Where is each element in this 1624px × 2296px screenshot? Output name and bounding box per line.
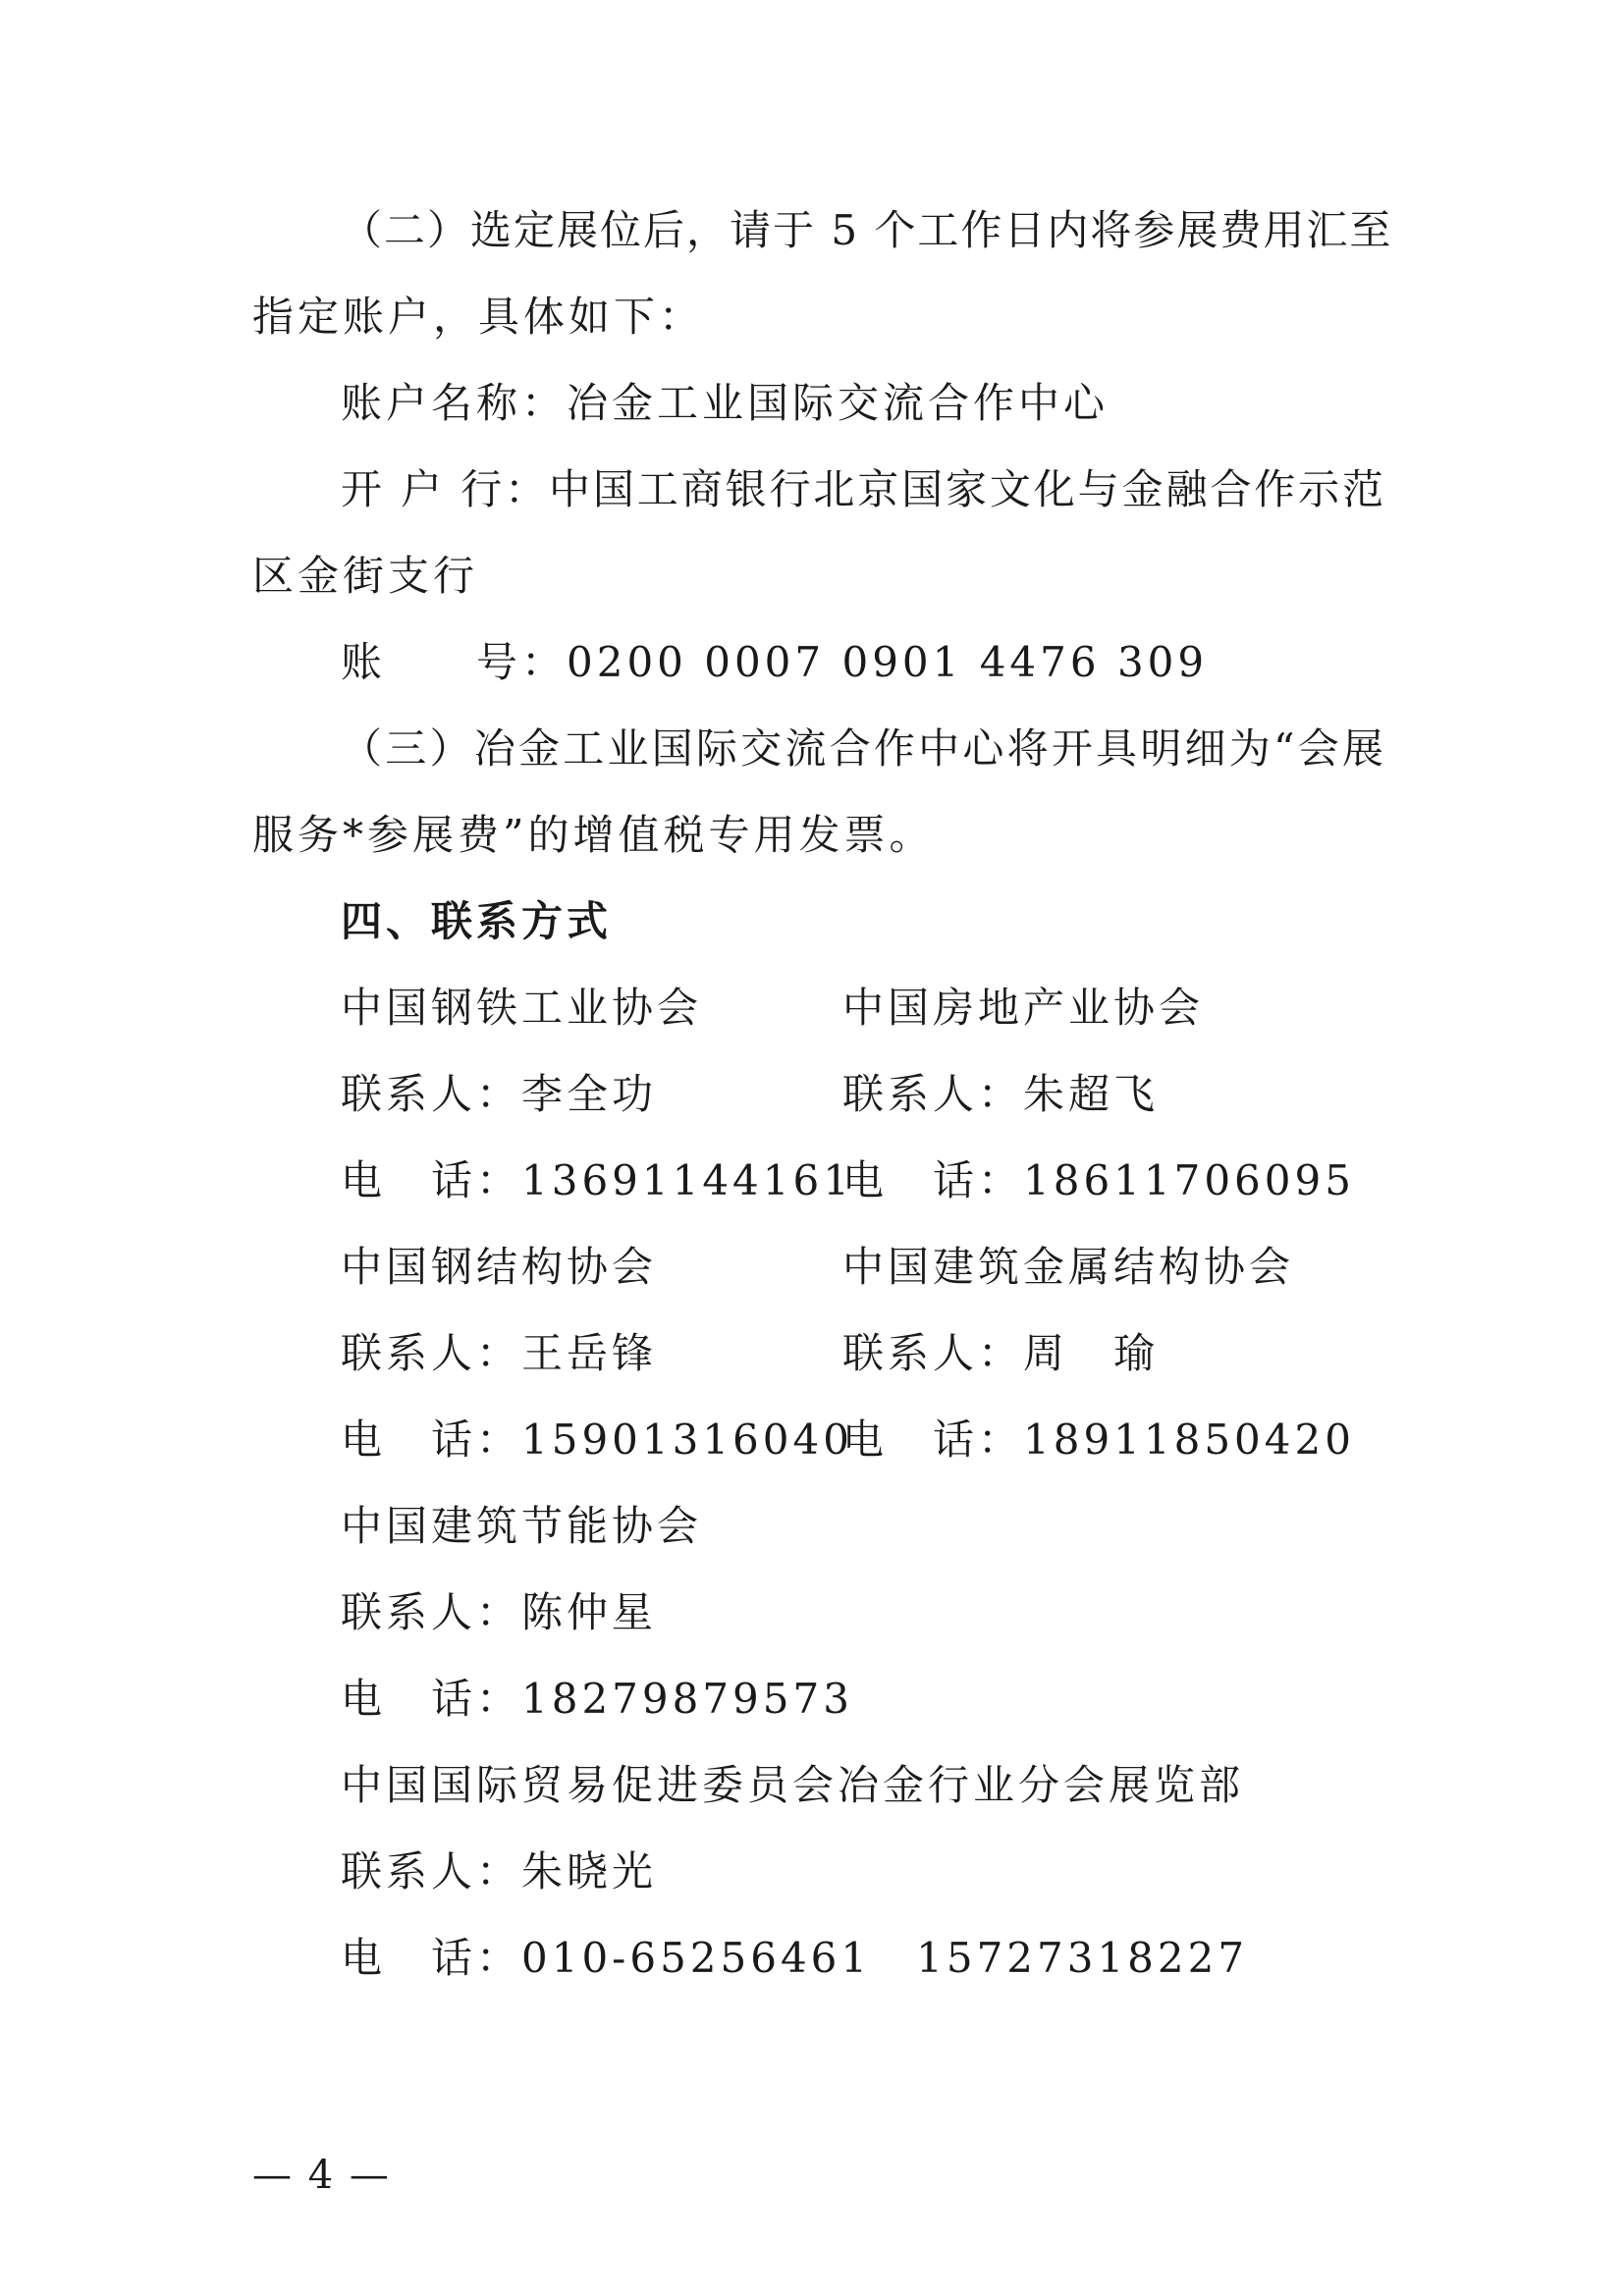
contact-org: 中国国际贸易促进委员会冶金行业分会展览部 bbox=[341, 1761, 1245, 1809]
contact-person: 联系人：陈仲星 bbox=[341, 1588, 658, 1636]
contact-person: 联系人：朱晓光 bbox=[341, 1847, 658, 1896]
bank-line1: 开 户 行：中国工商银行北京国家文化与金融合作示范 bbox=[341, 465, 1385, 513]
contact-org: 中国建筑节能协会 bbox=[341, 1502, 703, 1550]
contact-phone: 电 话：13691144161 bbox=[341, 1156, 853, 1204]
item2-line2: 指定账户，具体如下： bbox=[252, 293, 705, 341]
contact-org: 中国钢结构协会 bbox=[341, 1243, 658, 1291]
account-number: 账 号：0200 0007 0901 4476 309 bbox=[341, 638, 1209, 686]
account-name: 账户名称：冶金工业国际交流合作中心 bbox=[341, 379, 1110, 427]
contact-org: 中国钢铁工业协会 bbox=[341, 984, 703, 1032]
contact-person: 联系人：王岳锋 bbox=[341, 1329, 658, 1377]
bank-line2: 区金街支行 bbox=[252, 552, 479, 600]
item3-line1: （三）冶金工业国际交流合作中心将开具明细为“会展 bbox=[341, 724, 1385, 773]
contact-person: 联系人：朱超飞 bbox=[842, 1070, 1160, 1118]
contact-phone: 电 话：18611706095 bbox=[842, 1156, 1355, 1204]
contact-person: 联系人：李全功 bbox=[341, 1070, 658, 1118]
item2-line1: （二）选定展位后，请于 5 个工作日内将参展费用汇至 bbox=[341, 206, 1393, 254]
contact-org: 中国房地产业协会 bbox=[842, 984, 1205, 1032]
contact-phone: 电 话：15901316040 bbox=[341, 1415, 853, 1464]
contact-phone: 电 话：18279879573 bbox=[341, 1675, 853, 1723]
contact-phone: 电 话：18911850420 bbox=[842, 1415, 1355, 1464]
contact-org: 中国建筑金属结构协会 bbox=[842, 1243, 1295, 1291]
page-number: — 4 — bbox=[252, 2153, 391, 2198]
item3-line2: 服务*参展费”的增值税专用发票。 bbox=[252, 811, 935, 859]
contact-person: 联系人：周 瑜 bbox=[842, 1329, 1160, 1377]
contact-heading: 四、联系方式 bbox=[341, 897, 613, 945]
contact-phone: 电 话：010-65256461 15727318227 bbox=[341, 1934, 1249, 1982]
